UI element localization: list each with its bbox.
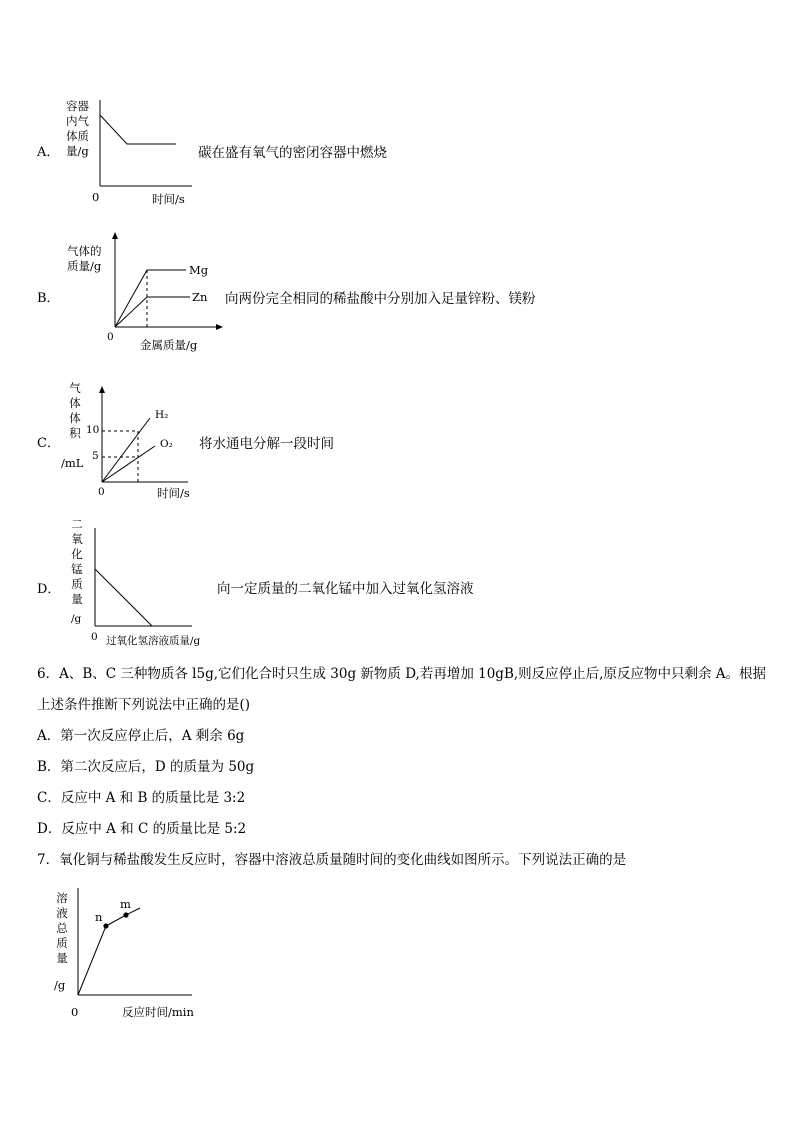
- graph-c-description: 将水通电分解一段时间: [199, 436, 334, 452]
- option-a-label: A．: [37, 145, 60, 160]
- graph-7-curve: [78, 908, 140, 995]
- graph-c-ylabel: 气 体 体 积: [69, 381, 81, 440]
- graph-c-series-o2: O₂: [160, 438, 173, 450]
- graph-7-label-n: n: [95, 910, 103, 924]
- graph-b-description: 向两份完全相同的稀盐酸中分别加入足量锌粉、镁粉: [225, 291, 536, 307]
- graph-b-series-zn: Zn: [192, 290, 208, 304]
- graph-c-ylabel-unit: /mL: [61, 456, 84, 470]
- graph-7-ylabel-unit: /g: [54, 978, 66, 992]
- question-6-option-a: A．第一次反应停止后，A 剩余 6g: [37, 728, 245, 744]
- question-6-option-c: C．反应中 A 和 B 的质量比是 3:2: [37, 790, 246, 806]
- graph-c-tick-10: 10: [86, 424, 100, 436]
- graph-7-ylabel: 溶 液 总 质 量: [56, 891, 68, 965]
- graph-7-xlabel: 反应时间/min: [122, 1005, 194, 1019]
- option-c-label: C．: [37, 436, 60, 451]
- graph-b-ylabel: 气体的 质量/g: [67, 244, 102, 273]
- graph-7-point-n: [103, 923, 108, 928]
- graph-a-origin: 0: [92, 190, 100, 204]
- graph-c-xlabel: 时间/s: [157, 486, 190, 500]
- graph-d-ylabel: 二 氧 化 锰 质 量: [71, 517, 83, 606]
- option-d-label: D．: [37, 582, 61, 597]
- question-6-line-2: 上述条件推断下列说法中正确的是(): [37, 697, 251, 713]
- graph-d-ylabel-unit: /g: [71, 613, 82, 625]
- graph-c-origin: 0: [98, 486, 105, 498]
- graph-a-description: 碳在盛有氧气的密闭容器中燃烧: [198, 145, 387, 161]
- graph-b-series-mg: Mg: [189, 263, 209, 277]
- graph-a-ylabel: 容器 内气 体质 量/g: [66, 99, 89, 158]
- graph-d-xlabel: 过氧化氢溶液质量/g: [106, 635, 201, 647]
- graph-7-label-m: m: [120, 897, 131, 911]
- graph-c-tick-5: 5: [92, 450, 99, 462]
- graph-b-xlabel: 金属质量/g: [140, 338, 198, 352]
- question-6-line-1: 6．A、B、C 三种物质各 l5g,它们化合时只生成 30g 新物质 D,若再增加 10gB,则反应停止后,原反应物中只剩余 A。根据: [37, 666, 766, 682]
- graph-a-xlabel: 时间/s: [152, 192, 185, 206]
- graph-b-origin: 0: [107, 331, 114, 343]
- graph-7-origin: 0: [71, 1005, 79, 1019]
- graph-7-point-m: [123, 912, 128, 917]
- question-6-option-d: D．反应中 A 和 C 的质量比是 5:2: [37, 821, 247, 837]
- question-6-option-b: B．第二次反应后，D 的质量为 50g: [37, 759, 255, 775]
- graph-c-series-h2: H₂: [155, 409, 169, 421]
- graph-d-description: 向一定质量的二氧化锰中加入过氧化氢溶液: [217, 581, 474, 597]
- question-7-stem: 7．氧化铜与稀盐酸发生反应时，容器中溶液总质量随时间的变化曲线如图所示。下列说法正确的是: [37, 852, 627, 868]
- graph-d-origin: 0: [91, 631, 98, 643]
- option-b-label: B．: [37, 291, 60, 306]
